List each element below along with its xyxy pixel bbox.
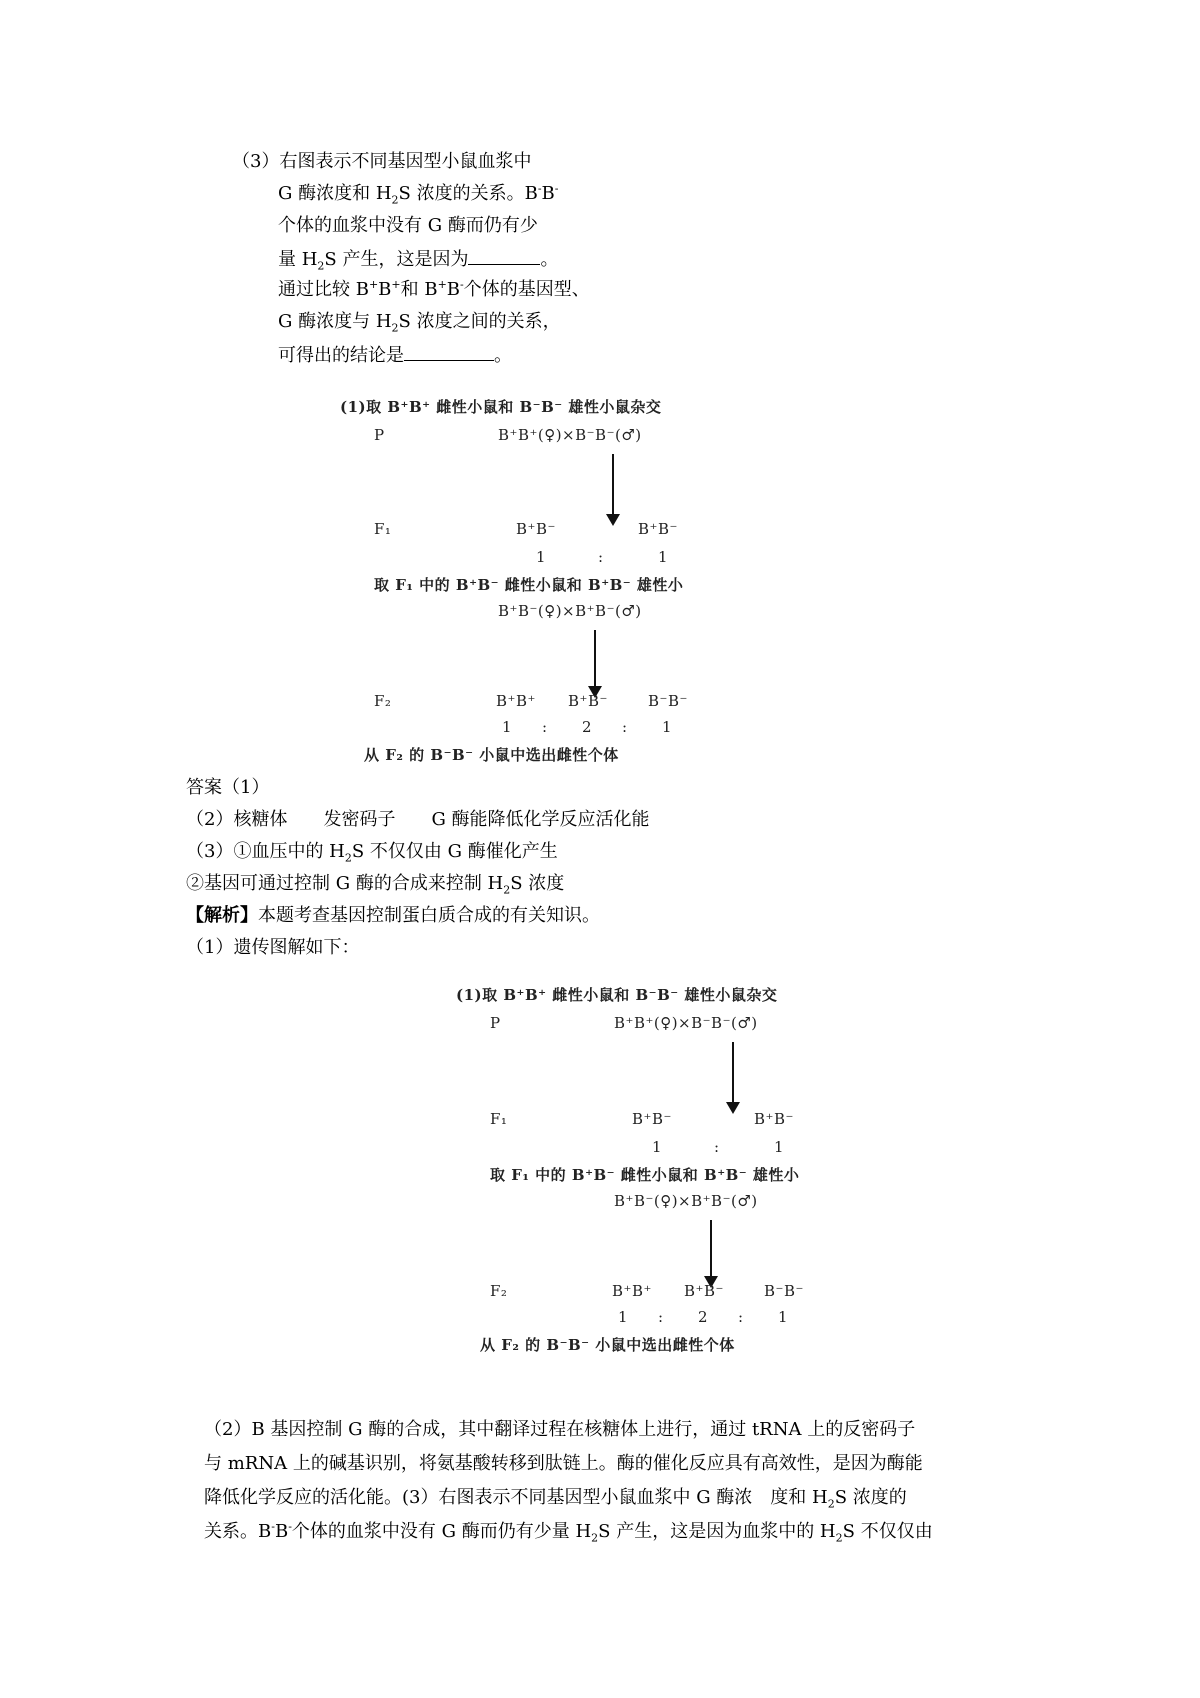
diagram-title: (1)取 B⁺B⁺ 雌性小鼠和 B⁻B⁻ 雄性小鼠杂交 bbox=[456, 986, 778, 1004]
f1-label: F₁ bbox=[374, 520, 392, 538]
f2-genotype-3: B⁻B⁻ bbox=[648, 692, 688, 710]
answer-blank-2[interactable] bbox=[404, 342, 494, 361]
step-2-text: 取 F₁ 中的 B⁺B⁻ 雌性小鼠和 B⁺B⁻ 雄性小 bbox=[490, 1166, 800, 1184]
question-line-5: 通过比较 B+B+和 B+B-个体的基因型、 bbox=[278, 278, 590, 300]
p-label: P bbox=[490, 1014, 501, 1032]
p-cross: B⁺B⁺(♀)×B⁻B⁻(♂) bbox=[614, 1014, 758, 1032]
f1-genotype-1: B⁺B⁻ bbox=[516, 520, 556, 538]
f2-ratio-colon-2: : bbox=[738, 1308, 744, 1326]
step-2-text: 取 F₁ 中的 B⁺B⁻ 雌性小鼠和 B⁺B⁻ 雄性小 bbox=[374, 576, 684, 594]
answer-blank-1[interactable] bbox=[468, 246, 540, 265]
f2-label: F₂ bbox=[374, 692, 392, 710]
down-arrow-icon bbox=[594, 630, 596, 688]
explanation-line-2: 与 mRNA 上的碱基识别，将氨基酸转移到肽链上。酶的催化反应具有高效性，是因为酶能 bbox=[204, 1453, 923, 1474]
f2-ratio-2: 2 bbox=[582, 718, 593, 736]
answer-1-heading: （1）遗传图解如下： bbox=[186, 937, 360, 958]
genetic-diagram-2 bbox=[446, 976, 886, 1356]
explanation-line-3: 降低化学反应的活化能。(3）右图表示不同基因型小鼠血浆中 G 酶浓 度和 $H_2S$ 浓度的 bbox=[204, 1487, 907, 1511]
f1-genotype-2: B⁺B⁻ bbox=[638, 520, 678, 538]
f1-ratio-1: 1 bbox=[652, 1138, 663, 1156]
f2-ratio-colon-2: : bbox=[622, 718, 628, 736]
question-line-4: 量 $H_2S$ 产生，这是因为 。 bbox=[278, 246, 558, 272]
f1-label: F₁ bbox=[490, 1110, 508, 1128]
f2-ratio-2: 2 bbox=[698, 1308, 709, 1326]
question-line-2: G 酶浓度和 $H_2S$ 浓度的关系。B-B- bbox=[278, 182, 559, 207]
explanation-line-4: 关系。B-B-个体的血浆中没有 G 酶而仍有少量 $H_2S$ 产生，这是因为血浆中的 $H_2S$ 不仅仅由 bbox=[204, 1520, 933, 1545]
f1-ratio-2: 1 bbox=[658, 548, 669, 566]
f1-genotype-2: B⁺B⁻ bbox=[754, 1110, 794, 1128]
question-line-6: G 酶浓度与 $H_2S$ 浓度之间的关系， bbox=[278, 311, 561, 335]
down-arrow-icon bbox=[732, 1042, 734, 1104]
answer-3-2: ②基因可通过控制 G 酶的合成来控制 $H_2S$ 浓度 bbox=[186, 873, 565, 897]
f2-ratio-3: 1 bbox=[778, 1308, 789, 1326]
question-line-3: 个体的血浆中没有 G 酶而仍有少 bbox=[278, 215, 538, 236]
f1-ratio-colon: : bbox=[714, 1138, 720, 1156]
f2-ratio-1: 1 bbox=[618, 1308, 629, 1326]
diagram-footer: 从 F₂ 的 B⁻B⁻ 小鼠中选出雌性个体 bbox=[480, 1336, 735, 1354]
explanation-line-1: （2）B 基因控制 G 酶的合成，其中翻译过程在核糖体上进行，通过 tRNA 上的反密码子 bbox=[204, 1419, 916, 1440]
f2-ratio-colon-1: : bbox=[542, 718, 548, 736]
down-arrow-icon bbox=[612, 454, 614, 516]
diagram-title: (1)取 B⁺B⁺ 雌性小鼠和 B⁻B⁻ 雄性小鼠杂交 bbox=[340, 398, 662, 416]
f2-ratio-3: 1 bbox=[662, 718, 673, 736]
question-line-1: （3）右图表示不同基因型小鼠血浆中 bbox=[232, 151, 532, 172]
answer-3-1: （3）①血压中的 $H_2S$ 不仅仅由 G 酶催化产生 bbox=[186, 841, 558, 865]
answer-label: 答案（1） bbox=[186, 777, 270, 798]
f2-genotype-1: B⁺B⁺ bbox=[612, 1282, 652, 1300]
question-line-7: 可得出的结论是 。 bbox=[278, 342, 512, 368]
p-label: P bbox=[374, 426, 385, 444]
p-cross: B⁺B⁺(♀)×B⁻B⁻(♂) bbox=[498, 426, 642, 444]
f2-label: F₂ bbox=[490, 1282, 508, 1300]
diagram-footer: 从 F₂ 的 B⁻B⁻ 小鼠中选出雌性个体 bbox=[364, 746, 619, 764]
f1-cross: B⁺B⁻(♀)×B⁺B⁻(♂) bbox=[614, 1192, 758, 1210]
f1-ratio-2: 1 bbox=[774, 1138, 785, 1156]
f1-ratio-colon: : bbox=[598, 548, 604, 566]
f1-ratio-1: 1 bbox=[536, 548, 547, 566]
f2-genotype-3: B⁻B⁻ bbox=[764, 1282, 804, 1300]
f2-ratio-1: 1 bbox=[502, 718, 513, 736]
f2-genotype-2: B⁺B⁻ bbox=[568, 692, 608, 710]
f1-cross: B⁺B⁻(♀)×B⁺B⁻(♂) bbox=[498, 602, 642, 620]
genetic-diagram-1 bbox=[330, 388, 770, 768]
f2-ratio-colon-1: : bbox=[658, 1308, 664, 1326]
down-arrow-icon bbox=[710, 1220, 712, 1278]
f2-genotype-1: B⁺B⁺ bbox=[496, 692, 536, 710]
answer-2: （2）核糖体 发密码子 G 酶能降低化学反应活化能 bbox=[186, 809, 650, 830]
analysis-tag: 【解析】 bbox=[186, 905, 258, 926]
analysis-line: 【解析】本题考查基因控制蛋白质合成的有关知识。 bbox=[186, 905, 600, 926]
f1-genotype-1: B⁺B⁻ bbox=[632, 1110, 672, 1128]
f2-genotype-2: B⁺B⁻ bbox=[684, 1282, 724, 1300]
